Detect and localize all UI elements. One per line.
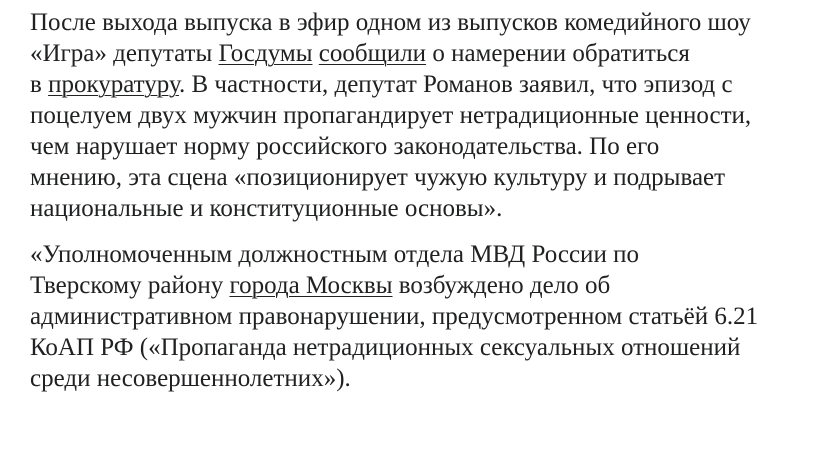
- paragraph: [30, 239, 815, 394]
- text-line: [30, 162, 815, 193]
- text-segment: административном правонарушении, предусмотренном статьёй 6.21: [30, 303, 759, 330]
- link-moskva[interactable]: города Москвы: [229, 272, 393, 299]
- text-line: [30, 193, 815, 224]
- text-line: [30, 100, 815, 131]
- text-segment: Тверскому району: [30, 272, 230, 299]
- text-segment: о намерении обратиться: [426, 40, 690, 67]
- text-line: [30, 69, 815, 100]
- link-prokuratura[interactable]: прокуратуру: [48, 71, 179, 98]
- text-segment: среди несовершеннолетних»).: [30, 365, 351, 392]
- text-line: [30, 239, 815, 270]
- text-segment: КоАП РФ («Пропаганда нетрадиционных сексуальных отношений: [30, 334, 741, 361]
- text-line: [30, 270, 815, 301]
- text-segment: в: [30, 71, 49, 98]
- text-segment: поцелуем двух мужчин пропагандирует нетрадиционные ценности,: [30, 102, 752, 129]
- text-segment: . В частности, депутат Романов заявил, что эпизод с: [178, 71, 733, 98]
- text-segment: национальные и конституционные основы».: [30, 195, 503, 222]
- link-soobshchili[interactable]: сообщили: [318, 40, 427, 67]
- text-segment: «Игра» депутаты: [30, 40, 219, 67]
- text-segment: возбуждено дело об: [392, 272, 611, 299]
- text-line: [30, 7, 815, 38]
- text-line: [30, 131, 815, 162]
- text-line: [30, 363, 815, 394]
- link-gosduma[interactable]: Госдумы: [218, 40, 313, 67]
- text-segment: После выхода выпуска в эфир одном из выпусков комедийного шоу: [30, 9, 751, 36]
- text-line: [30, 38, 815, 69]
- text-line: [30, 332, 815, 363]
- text-segment: «Уполномоченным должностным отдела МВД России по: [30, 241, 639, 268]
- text-segment: чем нарушает норму российского законодательства. По его: [30, 133, 660, 160]
- text-segment: мнению, эта сцена «позиционирует чужую культуру и подрывает: [30, 164, 726, 191]
- text-line: [30, 301, 815, 332]
- paragraph: [30, 7, 815, 224]
